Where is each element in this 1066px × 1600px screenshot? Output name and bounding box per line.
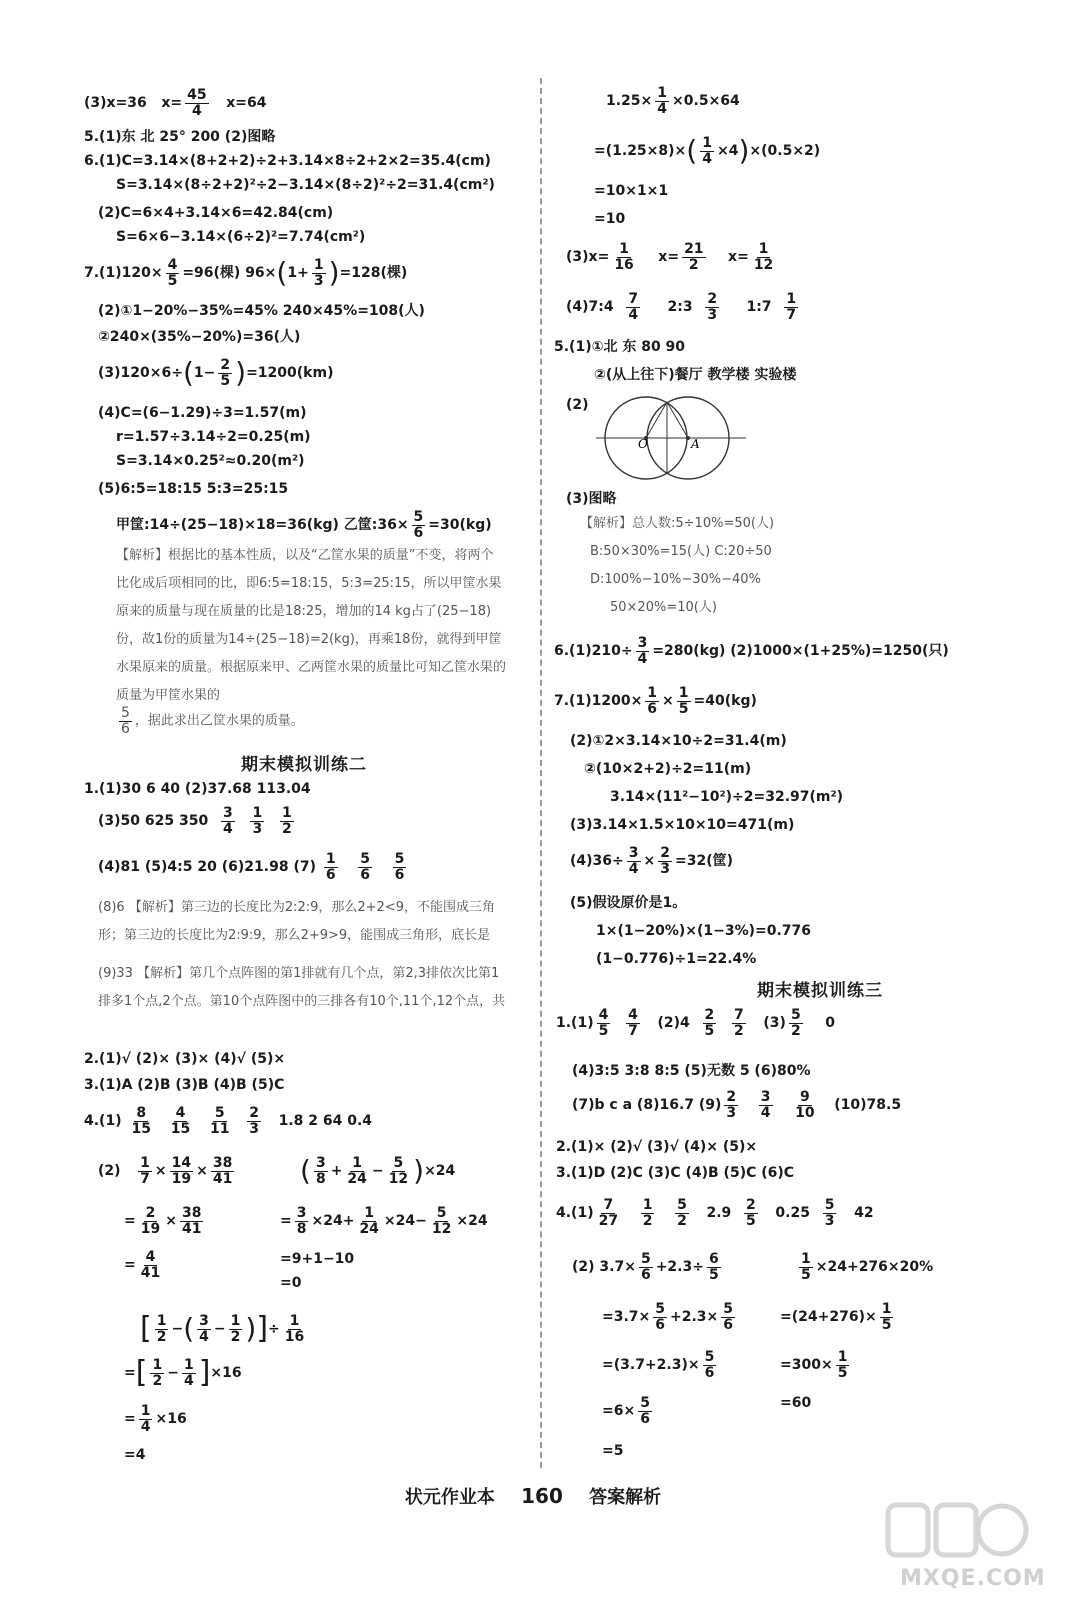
calc-line: =0: [280, 1275, 302, 1291]
explanation-note: 50×20%=10(人): [610, 600, 717, 615]
fraction: $\frac{1}{7}$: [786, 291, 797, 323]
fraction: $\frac{9}{10}$: [795, 1089, 815, 1121]
point-a: [686, 436, 690, 440]
answer-line: (2)①2×3.14×10÷2=31.4(m): [570, 733, 787, 749]
fraction: $\frac{1}{2}$: [642, 1197, 653, 1229]
answer-line: (2): [566, 397, 589, 413]
answer-line: 6.(1)210÷ $\frac{3}{4}$ =280(kg) (2)1000×(1+25%)=1250(只): [554, 635, 949, 667]
fraction: $\frac{4}{5}$: [167, 257, 178, 289]
calc-line: = $\frac{1}{4}$ ×16: [124, 1403, 187, 1435]
answer-line: S=3.14×(8÷2+2)²÷2−3.14×(8÷2)²÷2=31.4(cm²): [116, 177, 495, 193]
fraction: $\frac{3}{4}$: [637, 635, 648, 667]
fraction: $\frac{4}{15}$: [170, 1105, 191, 1137]
answer-line: (7)b c a (8)16.7 (9) $\frac{2}{3}$ $\frac{3}{4}$ $\frac{9}{10}$ (10)78.5: [572, 1089, 902, 1121]
calc-line: =4: [124, 1447, 146, 1463]
calc-line: =5: [602, 1443, 624, 1459]
fraction: $\frac{6}{5}$: [708, 1251, 719, 1283]
fraction: $\frac{38}{41}$: [181, 1205, 202, 1237]
calc-line: $\frac{1}{5}$ ×24+276×20%: [801, 1251, 934, 1283]
fraction: $\frac{1}{12}$: [753, 241, 774, 273]
answer-line: 5.(1)东 北 25° 200 (2)图略: [84, 129, 276, 145]
fraction: $\frac{1}{5}$: [837, 1349, 848, 1381]
fraction: $\frac{3}{4}$: [628, 845, 639, 877]
fraction: $\frac{2}{5}$: [220, 357, 231, 389]
fraction: $\frac{2}{19}$: [140, 1205, 161, 1237]
fraction: $\frac{4}{7}$: [628, 1007, 638, 1039]
calc-line: (2) 3.7× $\frac{5}{6}$ +2.3÷ $\frac{6}{5}$: [572, 1251, 719, 1283]
fraction: $\frac{5}{6}$: [394, 851, 405, 883]
calc-line: =(24+276)× $\frac{1}{5}$: [780, 1301, 892, 1333]
fraction: $\frac{3}{4}$: [222, 805, 233, 837]
explanation-note: (8)6 【解析】第三边的长度比为2:2:9，那么2+2<9，不能围成三角形；第三边的长度比为2:9:9，那么2+9>9，能围成三角形，底长是: [98, 900, 495, 943]
answer-line: 5.(1)①北 东 80 90: [554, 339, 686, 355]
fraction: $\frac{2}{3}$: [726, 1089, 737, 1121]
explanation-note: B:50×30%=15(人) C:20÷50: [590, 544, 772, 559]
fraction: $\frac{1}{2}$: [156, 1313, 167, 1345]
calc-line: =60: [780, 1395, 812, 1411]
fraction: $\frac{2}{3}$: [660, 845, 670, 877]
calc-line: =6× $\frac{5}{6}$: [602, 1395, 650, 1427]
column-divider: [540, 78, 542, 1468]
answer-line: (4)3:5 3:8 8:5 (5)无数 5 (6)80%: [572, 1063, 811, 1079]
calc-line: = $\frac{2}{19}$ × $\frac{38}{41}$: [124, 1205, 202, 1237]
section-title: 期末模拟训练二: [241, 755, 367, 775]
fraction: $\frac{1}{16}$: [284, 1313, 305, 1345]
fraction: $\frac{5}{11}$: [209, 1105, 230, 1137]
radius-line: [646, 402, 667, 438]
answer-line: (4)7:4 $\frac{7}{4}$ 2:3 $\frac{2}{3}$ 1:7 $\frac{1}{7}$: [566, 291, 797, 323]
fraction: $\frac{5}{6}$: [121, 705, 130, 737]
fraction: $\frac{14}{19}$: [171, 1155, 192, 1187]
fraction: $\frac{5}{6}$: [640, 1395, 650, 1427]
fraction: $\frac{1}{6}$: [325, 851, 336, 883]
calc-line: 1.25× $\frac{1}{4}$ ×0.5×64: [606, 85, 740, 117]
fraction: $\frac{5}{12}$: [431, 1205, 452, 1237]
answer-line: (3)50 625 350 $\frac{3}{4}$ $\frac{1}{3}$ $\frac{1}{2}$: [98, 805, 292, 837]
answer-line: (4)C=(6−1.29)÷3=1.57(m): [98, 405, 307, 421]
answer-line: 6.(1)C=3.14×(8+2+2)÷2+3.14×8÷2+2×2=35.4(cm): [84, 153, 491, 169]
fraction: $\frac{4}{5}$: [598, 1007, 609, 1039]
calc-line: =[ $\frac{1}{2}$ − $\frac{1}{4}$ ]×16: [124, 1355, 242, 1391]
fraction: $\frac{45}{4}$: [187, 87, 207, 119]
answer-line: (3)x= $\frac{1}{16}$ x= $\frac{21}{2}$ x= $\frac{1}{12}$: [566, 241, 774, 273]
fraction: $\frac{1}{5}$: [881, 1301, 892, 1333]
fraction: $\frac{7}{2}$: [734, 1007, 744, 1039]
fraction: $\frac{1}{3}$: [313, 257, 324, 289]
book-name: 状元作业本: [404, 1487, 495, 1508]
two-circles-diagram: [596, 392, 746, 482]
fraction: $\frac{1}{2}$: [230, 1313, 241, 1345]
answer-line: (2)①1−20%−35%=45% 240×45%=108(人): [98, 303, 425, 319]
fraction: $\frac{1}{16}$: [614, 241, 634, 273]
answer-line: 2.(1)√ (2)× (3)× (4)√ (5)×: [84, 1051, 286, 1067]
answer-line: (1−0.776)÷1=22.4%: [596, 951, 757, 967]
fraction: $\frac{5}{2}$: [677, 1197, 687, 1229]
fraction: $\frac{1}{3}$: [252, 805, 263, 837]
fraction: $\frac{1}{4}$: [657, 85, 668, 117]
answer-line: (3)图略: [566, 491, 617, 507]
fraction: $\frac{5}{6}$: [360, 851, 370, 883]
fraction: $\frac{5}{6}$: [640, 1251, 651, 1283]
answer-line: 3.14×(11²−10²)÷2=32.97(m²): [610, 789, 844, 805]
calc-line: =(1.25×8)×( $\frac{1}{4}$ ×4)×(0.5×2): [594, 134, 821, 168]
answer-line: (5)6:5=18:15 5:3=25:15: [98, 481, 289, 497]
answer-line: (2)C=6×4+3.14×6=42.84(cm): [98, 205, 334, 221]
answer-line: 7.(1)120× $\frac{4}{5}$ =96(棵) 96×(1+ $\frac{1}{3}$ )=128(棵): [84, 256, 408, 290]
explanation-note: (9)33 【解析】第几个点阵图的第1排就有几个点，第2,3排依次比第1排多1个点,2个点。第10个点阵图中的三排各有10个,11个,12个点，共: [98, 966, 506, 1009]
fraction: $\frac{7}{27}$: [598, 1197, 619, 1229]
text: x=: [161, 95, 183, 112]
answer-line: (4)81 (5)4:5 20 (6)21.98 (7) $\frac{1}{6}$ $\frac{5}{6}$ $\frac{5}{6}$: [98, 851, 405, 883]
fraction: $\frac{21}{2}$: [684, 241, 704, 273]
fraction: $\frac{1}{6}$: [647, 685, 658, 717]
fraction: $\frac{1}{4}$: [702, 135, 712, 167]
fraction: $\frac{2}{5}$: [704, 1007, 715, 1039]
calc-line: =300× $\frac{1}{5}$: [780, 1349, 848, 1381]
fraction: $\frac{1}{7}$: [140, 1155, 150, 1187]
calc-line: [ $\frac{1}{2}$ −( $\frac{3}{4}$ − $\frac{1}{2}$ )]÷ $\frac{1}{16}$: [140, 1311, 305, 1347]
page-number: 160: [521, 1484, 563, 1508]
text: x=64: [226, 95, 267, 112]
answer-line: S=3.14×0.25²≈0.20(m²): [116, 453, 305, 469]
calc-line: =(3.7+2.3)× $\frac{5}{6}$: [602, 1349, 715, 1381]
fraction: $\frac{1}{4}$: [140, 1403, 151, 1435]
explanation-note: 【解析】根据比的基本性质，以及“乙筐水果的质量”不变，将两个比化成后项相同的比，即6:5=18:15，5:3=25:15，所以甲筐水果原来的质量与现在质量的比是18:25，增加的14 kg占了(25−18)份，故1份的质量为14÷(25−18)=2(kg)，再乘18份，就得到甲筐水果原来的质量。根据原来甲、乙两筐水果的质量比可知乙筐水果的质量为甲筐水果的: [116, 548, 506, 703]
fraction: $\frac{2}{3}$: [707, 291, 718, 323]
answer-line: ②(10×2+2)÷2=11(m): [584, 761, 752, 777]
explanation-note: D:100%−10%−30%−40%: [590, 572, 761, 587]
calc-line: = $\frac{3}{8}$ ×24+ $\frac{1}{24}$ ×24− $\frac{5}{12}$ ×24: [280, 1205, 488, 1237]
answer-line: 7.(1)1200× $\frac{1}{6}$ × $\frac{1}{5}$ =40(kg): [554, 685, 757, 717]
answer-line: (3)3.14×1.5×10×10=471(m): [570, 817, 795, 833]
answer-line: r=1.57÷3.14÷2=0.25(m): [116, 429, 311, 445]
calc-line: =10: [594, 211, 626, 227]
fraction: $\frac{38}{41}$: [212, 1155, 233, 1187]
answer-line: 3.(1)A (2)B (3)B (4)B (5)C: [84, 1077, 285, 1093]
fraction: $\frac{5}{3}$: [824, 1197, 835, 1229]
fraction: $\frac{5}{2}$: [790, 1007, 801, 1039]
answer-line: 1.(1) $\frac{4}{5}$ $\frac{4}{7}$ (2)4 $\frac{2}{5}$ $\frac{7}{2}$ (3) $\frac{5}{2}$ 0: [556, 1007, 835, 1039]
text: (3)x=36: [84, 95, 147, 112]
fraction: $\frac{1}{5}$: [678, 685, 689, 717]
fraction: $\frac{5}{6}$: [655, 1301, 666, 1333]
fraction: $\frac{1}{4}$: [183, 1357, 194, 1389]
fraction: $\frac{1}{2}$: [281, 805, 292, 837]
fraction: $\frac{4}{41}$: [140, 1249, 161, 1281]
answer-line: 甲筐:14÷(25−18)×18=36(kg) 乙筐:36× $\frac{5}{6}$ =30(kg): [116, 509, 492, 541]
fraction: $\frac{3}{4}$: [760, 1089, 771, 1121]
fraction: $\frac{2}{5}$: [746, 1197, 756, 1229]
answer-line: 1×(1−20%)×(1−3%)=0.776: [596, 923, 812, 939]
calc-line: = $\frac{4}{41}$: [124, 1249, 161, 1281]
fraction: $\frac{3}{8}$: [315, 1155, 326, 1187]
answer-line: (5)假设原价是1。: [570, 895, 687, 911]
explanation-tail: $\frac{5}{6}$ ，据此求出乙筐水果的质量。: [121, 705, 304, 737]
label-o: O: [638, 437, 648, 451]
section-title: 期末模拟训练三: [757, 981, 883, 1001]
answer-line: 4.(1) $\frac{8}{15}$ $\frac{4}{15}$ $\frac{5}{11}$ $\frac{2}{3}$ 1.8 2 64 0.4: [84, 1105, 373, 1137]
fraction: $\frac{1}{5}$: [801, 1251, 811, 1283]
answer-line: ②240×(35%−20%)=36(人): [98, 329, 301, 345]
fraction: $\frac{1}{24}$: [359, 1205, 379, 1237]
calc-line: (2) $\frac{1}{7}$ × $\frac{14}{19}$ × $\frac{38}{41}$: [98, 1155, 233, 1187]
answer-line: 1.(1)30 6 40 (2)37.68 113.04: [84, 781, 311, 797]
fraction: $\frac{5}{12}$: [388, 1155, 409, 1187]
fraction: $\frac{5}{6}$: [723, 1301, 734, 1333]
fraction: $\frac{5}{6}$: [704, 1349, 715, 1381]
section-name: 答案解析: [589, 1487, 662, 1508]
calc-line: =9+1−10: [280, 1251, 355, 1267]
label-a: A: [691, 437, 700, 451]
fraction: $\frac{1}{2}$: [152, 1357, 163, 1389]
radius-line: [667, 402, 688, 438]
fraction: $\frac{3}{4}$: [199, 1313, 209, 1345]
explanation-note: 【解析】总人数:5÷10%=50(人): [580, 516, 775, 531]
answer-line: (4)36÷ $\frac{3}{4}$ × $\frac{2}{3}$ =32(筐): [570, 845, 734, 877]
answer-line: 4.(1) $\frac{7}{27}$ $\frac{1}{2}$ $\frac{5}{2}$ 2.9 $\frac{2}{5}$ 0.25 $\frac{5}{3}$ 42: [556, 1197, 874, 1229]
fraction: $\frac{3}{8}$: [296, 1205, 307, 1237]
answer-line: (3)120×6÷(1− $\frac{2}{5}$ )=1200(km): [98, 356, 334, 390]
fraction: $\frac{5}{6}$: [413, 509, 424, 541]
answer-line: 2.(1)× (2)√ (3)√ (4)× (5)×: [556, 1139, 758, 1155]
answer-line: S=6×6−3.14×(6÷2)²=7.74(cm²): [116, 229, 366, 245]
fraction: $\frac{2}{3}$: [249, 1105, 259, 1137]
fraction: $\frac{1}{24}$: [347, 1155, 367, 1187]
fraction: $\frac{8}{15}$: [131, 1105, 151, 1137]
fraction: $\frac{7}{4}$: [628, 291, 639, 323]
calc-line: =10×1×1: [594, 183, 669, 199]
calc-line: ( $\frac{3}{8}$ + $\frac{1}{24}$ − $\frac{5}{12}$ )×24: [300, 1154, 456, 1188]
calc-line: =3.7× $\frac{5}{6}$ +2.3× $\frac{5}{6}$: [602, 1301, 734, 1333]
watermark-text: MXQE.COM: [900, 1566, 1046, 1591]
answer-line: 3.(1)D (2)C (3)C (4)B (5)C (6)C: [556, 1165, 795, 1181]
answer-line: ②(从上往下)餐厅 教学楼 实验楼: [594, 367, 797, 383]
answer-line: [84, 88, 267, 118]
